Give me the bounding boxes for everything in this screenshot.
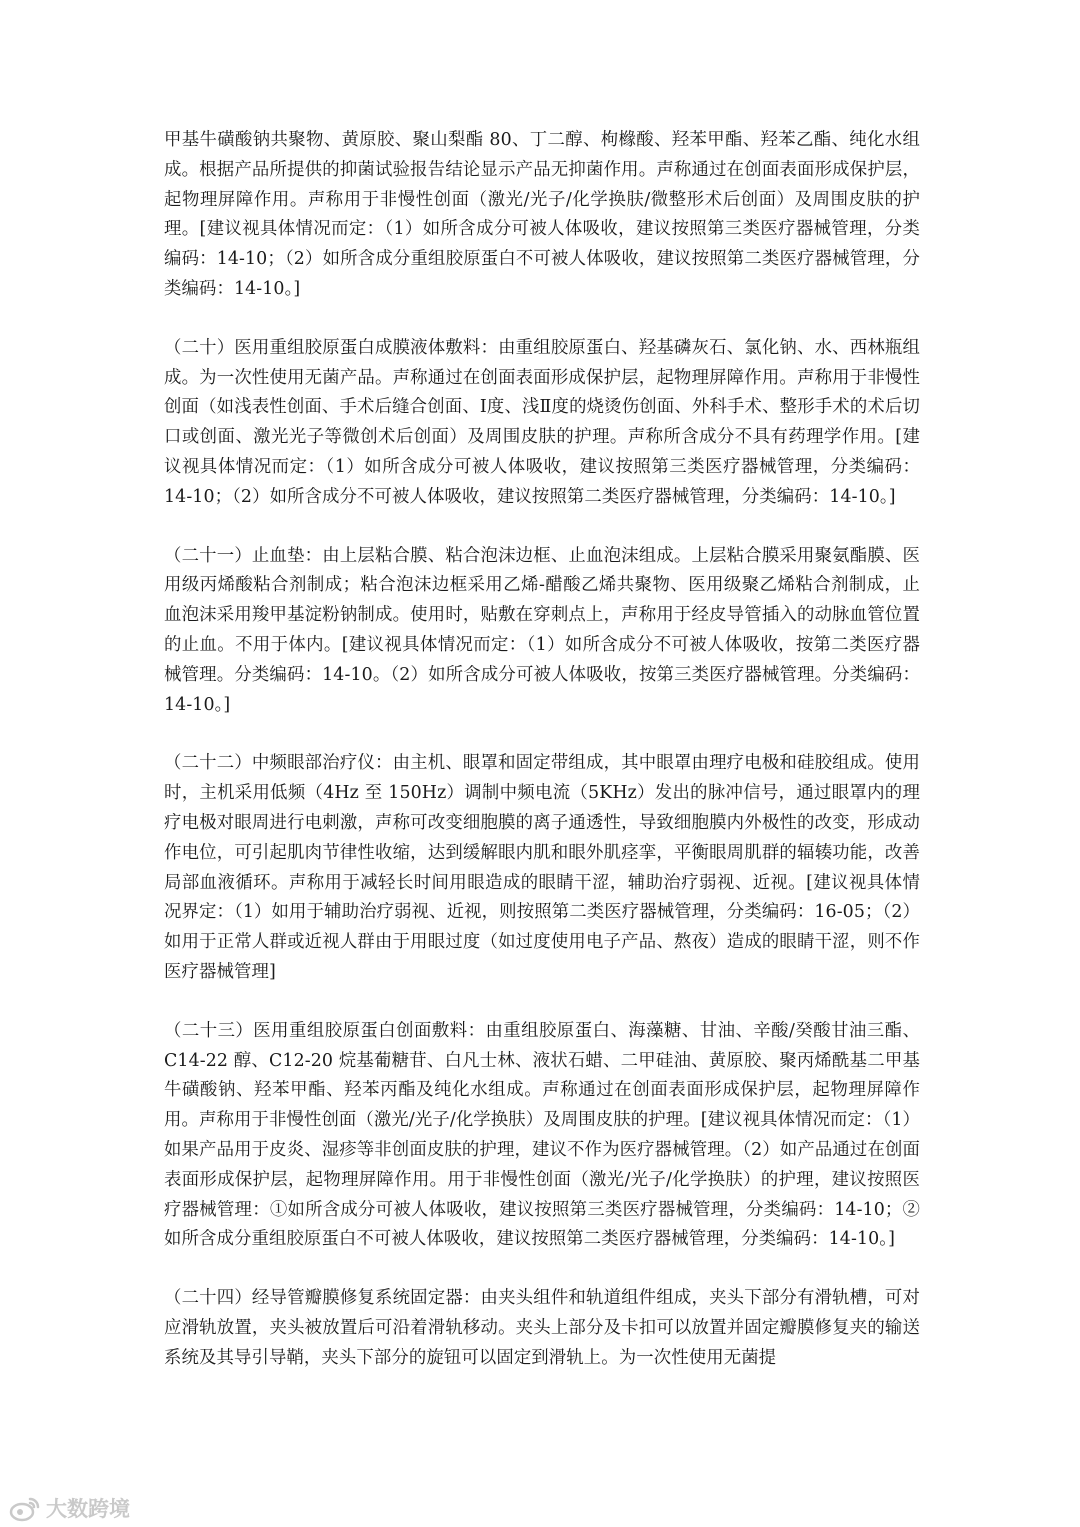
paragraph-continuation: 甲基牛磺酸钠共聚物、黄原胶、聚山梨酯 80、丁二醇、枸橼酸、羟苯甲酯、羟苯乙酯、纯化水组成。根据产品所提供的抑菌试验报告结论显示产品无抑菌作用。声称通过在创面表面形成保护层，起物理屏障作用。声称用于非慢性创面（激光/光子/化学换肤/微整形术后创面）及周围皮肤的护理。[建议视具体情况而定：（1）如所含成分可被人体吸收，建议按照第三类医疗器械管理，分类编码：14-10；（2）如所含成分重组胶原蛋白不可被人体吸收，建议按照第二类医疗器械管理，分类编码：14-10。] xyxy=(164,130,920,299)
paragraph-item-22: （二十二）中频眼部治疗仪：由主机、眼罩和固定带组成，其中眼罩由理疗电极和硅胶组成。使用时，主机采用低频（4Hz 至 150Hz）调制中频电流（5KHz）发出的脉冲信号，通过眼罩内的理疗电极对眼周进行电刺激，声称可改变细胞膜的离子通透性，导致细胞膜内外极性的改变，形成动作电位，可引起肌肉节律性收缩，达到缓解眼内肌和眼外肌痉挛，平衡眼周肌群的辐辏功能，改善局部血液循环。声称用于减轻长时间用眼造成的眼睛干涩，辅助治疗弱视、近视。[建议视具体情况界定：（1）如用于辅助治疗弱视、近视，则按照第二类医疗器械管理，分类编码：16-05；（2）如用于正常人群或近视人群由于用眼过度（如过度使用电子产品、熬夜）造成的眼睛干涩，则不作医疗器械管理] xyxy=(164,753,920,982)
paragraph-item-21: （二十一）止血垫：由上层粘合膜、粘合泡沫边框、止血泡沫组成。上层粘合膜采用聚氨酯膜、医用级丙烯酸粘合剂制成；粘合泡沫边框采用乙烯-醋酸乙烯共聚物、医用级聚乙烯粘合剂制成，止血泡沫采用羧甲基淀粉钠制成。使用时，贴敷在穿刺点上，声称用于经皮导管插入的动脉血管位置的止血。不用于体内。[建议视具体情况而定：（1）如所含成分不可被人体吸收，按第二类医疗器械管理。分类编码：14-10。（2）如所含成分可被人体吸收，按第三类医疗器械管理。分类编码：14-10。] xyxy=(164,545,920,715)
document-body xyxy=(164,126,920,1402)
paragraph-item-20: （二十）医用重组胶原蛋白成膜液体敷料：由重组胶原蛋白、羟基磷灰石、氯化钠、水、西林瓶组成。为一次性使用无菌产品。声称通过在创面表面形成保护层，起物理屏障作用。声称用于非慢性创面（如浅表性创面、手术后缝合创面、Ⅰ度、浅Ⅱ度的烧烫伤创面、外科手术、整形手术的术后切口或创面、激光光子等微创术后创面）及周围皮肤的护理。声称所含成分不具有药理学作用。[建议视具体情况而定：（1）如所含成分可被人体吸收，建议按照第三类医疗器械管理，分类编码：14-10；（2）如所含成分不可被人体吸收，建议按照第二类医疗器械管理，分类编码：14-10。] xyxy=(164,337,920,507)
paragraph-item-23: （二十三）医用重组胶原蛋白创面敷料：由重组胶原蛋白、海藻糖、甘油、辛酸/癸酸甘油三酯、C14-22 醇、C12-20 烷基葡糖苷、白凡士林、液状石蜡、二甲硅油、黄原胶、聚丙烯酰基二甲基牛磺酸钠、羟苯甲酯、羟苯丙酯及纯化水组成。声称通过在创面表面形成保护层，起物理屏障作用。声称用于非慢性创面（激光/光子/化学换肤）及周围皮肤的护理。[建议视具体情况而定：（1）如果产品用于皮炎、湿疹等非创面皮肤的护理，建议不作为医疗器械管理。（2）如产品通过在创面表面形成保护层，起物理屏障作用。用于非慢性创面（激光/光子/化学换肤）的护理，建议按照医疗器械管理：①如所含成分可被人体吸收，建议按照第三类医疗器械管理，分类编码：14-10；②如所含成分重组胶原蛋白不可被人体吸收，建议按照第二类医疗器械管理，分类编码：14-10。] xyxy=(164,1020,920,1250)
watermark-text: 大数跨境 xyxy=(46,1497,130,1521)
watermark xyxy=(8,1490,130,1526)
paragraph-item-24: （二十四）经导管瓣膜修复系统固定器：由夹头组件和轨道组件组成，夹头下部分有滑轨槽，可对应滑轨放置，夹头被放置后可沿着滑轨移动。夹头上部分及卡扣可以放置并固定瓣膜修复夹的输送系统及其导引导鞘，夹头下部分的旋钮可以固定到滑轨上。为一次性使用无菌提 xyxy=(164,1288,920,1368)
weibo-style-logo-icon xyxy=(8,1493,42,1523)
